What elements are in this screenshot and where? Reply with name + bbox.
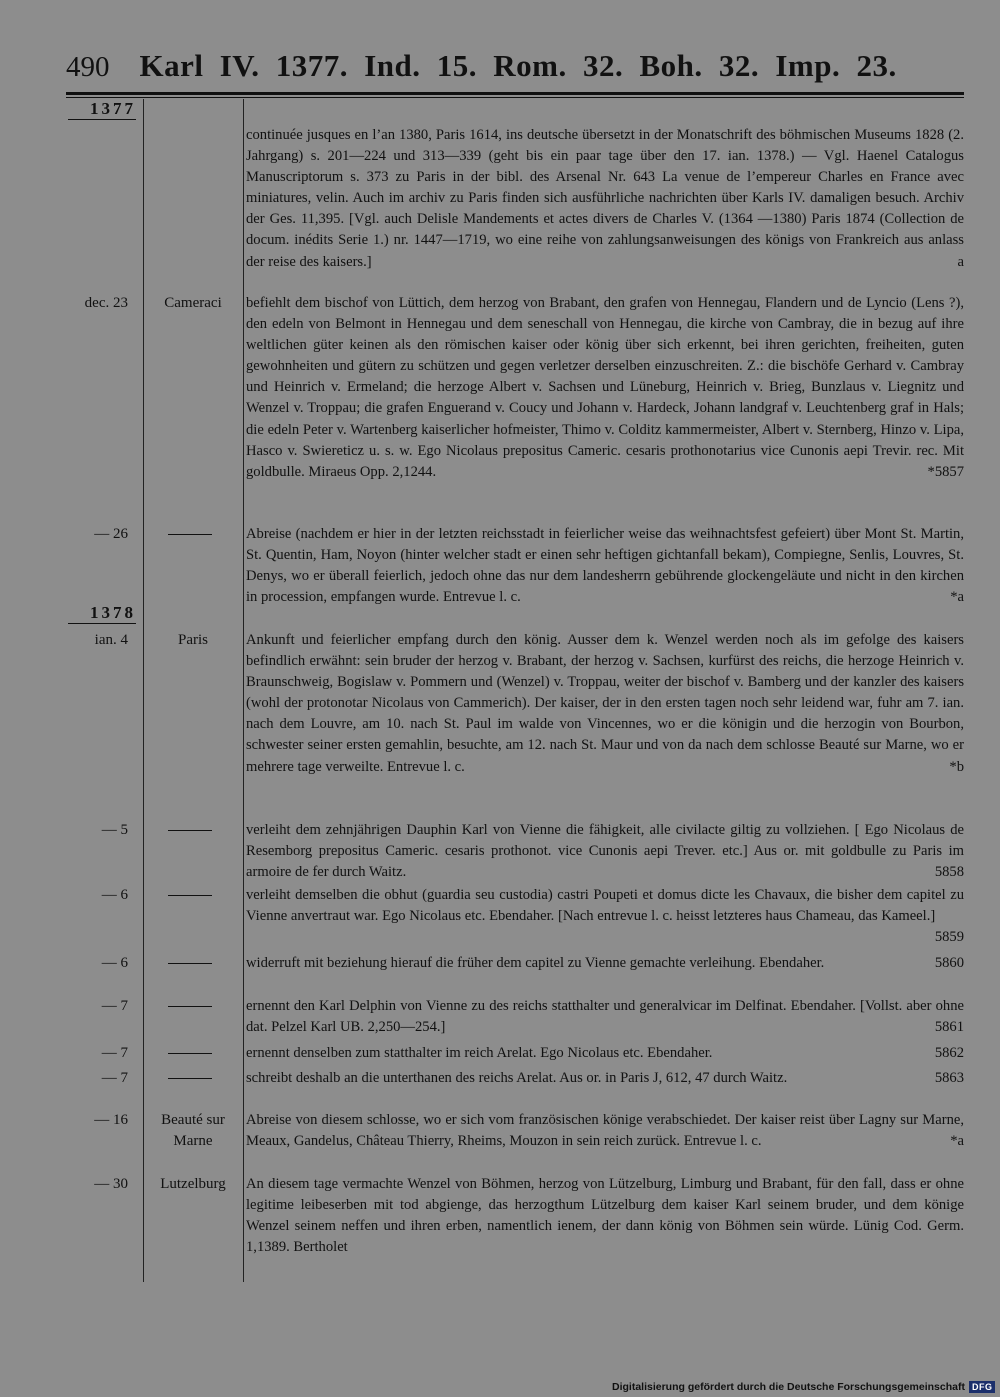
entry-number: *5857 bbox=[927, 463, 964, 480]
entry-number: *a bbox=[950, 589, 964, 606]
entry-body: An diesem tage vermachte Wenzel von Böhmen, herzog von Lützelburg, Limburg und Brabant, für den fall, dass er ohne legitime leibeserben mit tod abgienge, das herzogthum Lützelburg dem kaiser Karl seinem bruder, und dem könige Wenzel seinem neffen und ihren erben, namentlich ienem, der dann könig von Böhmen sein würde. Lünig Cod. Germ. 1,1389. Bertholet bbox=[246, 1176, 964, 1256]
entry-body: befiehlt dem bischof von Lüttich, dem herzog von Brabant, den grafen von Hennegau, Flandern und de Lyncio (Lens ?), den edeln von Belmont in Hennegau und dem seneschall von Hennegau, die kirche von Cambray, die in bezug auf ihre weltlichen güter keinen als den römischen kaiser oder könig über sich erkennt, bei ihren gerichten, freiheiten, guten gewohnheiten und gütern zu schützen und gegen verletzer derselben einzuschreiten. Z.: die bischöfe Gerhard v. Cambray und Heinrich v. Ermeland; die herzoge Albert v. Sachsen und Lüneburg, Heinrich v. Brieg, Bunzlaus v. Liegnitz und Wenzel v. Troppau; die grafen Enguerand v. Coucy und Johann v. Hardeck, Johann landgraf v. Leuchtenberg graf in Hals; die edeln Peter v. Wartenberg kaiserlicher hofmeister, Thimo v. Colditz kammermeister, Albert v. Sternberg, Hinzo v. Lipa, Hasco v. Swiereticz u. s. w. Ego Nicolaus prepositus Cameric. cesaris prothonotarius vice Cunonis aepi Trevir. rec. Mit goldbulle. Miraeus Opp. 2,1244. bbox=[246, 295, 964, 480]
entry-date: — 6 bbox=[101, 955, 128, 971]
running-header bbox=[66, 48, 966, 84]
entry-text bbox=[246, 1110, 964, 1152]
entry-body: Abreise (nachdem er hier in der letzten reichsstadt in feierlicher weise das weihnachtsfest gefeiert) über Mont St. Martin, St. Quentin, Ham, Noyon (hinter welcher stadt er einen sehr heftigen gichtanfall bekam), Compiegne, Senlis, Louvres, St. Denys, wo er überall feierlich, jedoch ohne das nur dem landesherrn gebührende glockengeläute und nicht in den kirchen in procession, empfangen wurde. Entrevue l. c. bbox=[246, 526, 964, 606]
entry-body: schreibt deshalb an die unterthanen des reichs Arelat. Aus or. in Paris J, 612, 47 durch Waitz. bbox=[246, 1070, 788, 1086]
place-ditto-dash bbox=[168, 895, 212, 896]
place-ditto-dash bbox=[168, 1006, 212, 1007]
year-heading-1378: 1378 bbox=[68, 603, 136, 624]
entry-number: a bbox=[957, 253, 964, 270]
entry-text bbox=[246, 1174, 964, 1258]
entry-text bbox=[246, 1043, 964, 1064]
entry-date: — 16 bbox=[94, 1112, 128, 1128]
dfg-logo: DFG bbox=[969, 1381, 996, 1393]
entry-body: verleiht dem zehnjährigen Dauphin Karl von Vienne die fähigkeit, alle civilacte giltig zu vollziehen. [ Ego Nicolaus de Resemborg prepositus Cameric. cesaris prothonot. vice Cunonis aepi Trever. etc.] Aus or. mit goldbulle zu Paris im armoire de fer durch Waitz. bbox=[246, 822, 964, 881]
entry-number: 5862 bbox=[934, 1045, 964, 1061]
column-divider-place bbox=[243, 99, 244, 1282]
place-ditto-dash bbox=[168, 963, 212, 964]
entry-date: ian. 4 bbox=[94, 632, 128, 648]
entry-number: *b bbox=[949, 758, 964, 775]
entry-body: verleiht demselben die obhut (guardia seu custodia) castri Poupeti et domus dicte les Chavaux, die bisher dem capitel zu Vienne anvertraut war. Ego Nicolaus etc. Ebendaher. [Nach entrevue l. c. heisst letzteres haus Chameau, das Kameel.] bbox=[246, 887, 964, 925]
entry-text bbox=[246, 885, 964, 948]
entry-body: ernennt den Karl Delphin von Vienne zu des reichs statthalter und generalvicar im Delfinat. Ebendaher. [Vollst. aber ohne dat. Pelzel Karl UB. 2,250—254.] bbox=[246, 998, 964, 1036]
entry-text bbox=[246, 125, 964, 273]
column-divider-date bbox=[143, 99, 144, 1282]
entry-body: continuée jusques en l’an 1380, Paris 1614, ins deutsche übersetzt in der Monatschrift des böhmischen Museums 1828 (2. Jahrgang) s. 201—224 und 313—339 (geht bis ein paar tage über den 17. ian. 1378.) — Vgl. Haenel Catalogus Manuscriptorum s. 373 zu Paris in der bibl. des Arsenal Nr. 643 La venue de l’empereur Charles en France avec miniatures, velin. Auch im archiv zu Paris finden sich ausführliche nachrichten über Karls IV. damaligen besuch. Archiv der Ges. 11,395. [Vgl. auch Delisle Mandements et actes divers de Charles V. (1364 —1380) Paris 1874 (Collection de docum. inédits Serie 1.) nr. 1447—1719, wo eine reihe von zahlungsanweisungen des königs von Frankreich aus anlass der reise des kaisers.] bbox=[246, 127, 964, 270]
entry-text bbox=[246, 630, 964, 778]
entry-body: ernennt denselben zum statthalter im reich Arelat. Ego Nicolaus etc. Ebendaher. bbox=[246, 1045, 713, 1061]
entry-place: Lutzelburg bbox=[160, 1176, 226, 1192]
entry-body: Abreise von diesem schlosse, wo er sich vom französischen könige verabschiedet. Der kaiser reist über Lagny sur Marne, Meaux, Gandelus, Château Thierry, Rheims, Mouzon in sein reich zurück. Entrevue l. c. bbox=[246, 1112, 964, 1150]
year-heading-1377: 1377 bbox=[68, 99, 136, 120]
entry-place: Paris bbox=[178, 632, 208, 648]
page-number: 490 bbox=[66, 51, 110, 83]
entry-date: dec. 23 bbox=[84, 295, 128, 311]
place-ditto-dash bbox=[168, 830, 212, 831]
entry-number: 5860 bbox=[934, 955, 964, 971]
entry-text bbox=[246, 953, 964, 974]
entry-body: Ankunft und feierlicher empfang durch den könig. Ausser dem k. Wenzel werden noch als im gefolge des kaisers befindlich erwähnt: sein bruder der herzog v. Brabant, der herzog v. Sachsen, kurfürst des reichs, die herzoge Heinrich v. Braunschweig, Bogislaw v. Pommern und (Wenzel) v. Troppau, weiter der bischof v. Bamberg und der kanzler des kaisers (wohl der protonotar Nicolaus von Cammerich). Der kaiser, der in den ersten tagen noch sehr leidend war, fuhr am 7. ian. nach dem Louvre, am 10. nach St. Paul im walde von Vincennes, wo er die königin und die herzogin von Bourbon, schwester seiner ersten gemahlin, besuchte, am 12. nach St. Maur und von da nach dem schlosse Beauté sur Marne, wo er mehrere tage verweilte. Entrevue l. c. bbox=[246, 632, 964, 775]
entry-text bbox=[246, 524, 964, 608]
entry-date: — 7 bbox=[101, 998, 128, 1014]
entry-place: Beauté sur Marne bbox=[161, 1112, 225, 1149]
entry-number: 5861 bbox=[934, 1019, 964, 1036]
entry-date: — 5 bbox=[101, 822, 128, 838]
entry-number: 5858 bbox=[934, 864, 964, 881]
entry-number: 5859 bbox=[934, 929, 964, 946]
page-title: Karl IV. 1377. Ind. 15. Rom. 32. Boh. 32. Imp. 23. bbox=[139, 48, 897, 83]
entry-date: — 26 bbox=[94, 526, 128, 542]
entry-place: Cameraci bbox=[164, 295, 222, 311]
entry-text bbox=[246, 1068, 964, 1089]
entry-text bbox=[246, 996, 964, 1038]
place-ditto-dash bbox=[168, 1078, 212, 1079]
entry-body: widerruft mit beziehung hierauf die früher dem capitel zu Vienne gemachte verleihung. Ebendaher. bbox=[246, 955, 825, 971]
place-ditto-dash bbox=[168, 534, 212, 535]
header-rule-thin bbox=[66, 97, 964, 98]
entry-date: — 30 bbox=[94, 1176, 128, 1192]
entry-date: — 6 bbox=[101, 887, 128, 903]
header-rule-thick bbox=[66, 92, 964, 95]
entry-number: *a bbox=[950, 1133, 964, 1150]
entry-date: — 7 bbox=[101, 1070, 128, 1086]
entry-text bbox=[246, 820, 964, 883]
footer-credit bbox=[612, 1381, 995, 1393]
footer-text: Digitalisierung gefördert durch die Deutsche Forschungsgemeinschaft bbox=[612, 1381, 965, 1393]
place-ditto-dash bbox=[168, 1053, 212, 1054]
entry-number: 5863 bbox=[934, 1070, 964, 1086]
entry-text bbox=[246, 293, 964, 483]
entry-date: — 7 bbox=[101, 1045, 128, 1061]
